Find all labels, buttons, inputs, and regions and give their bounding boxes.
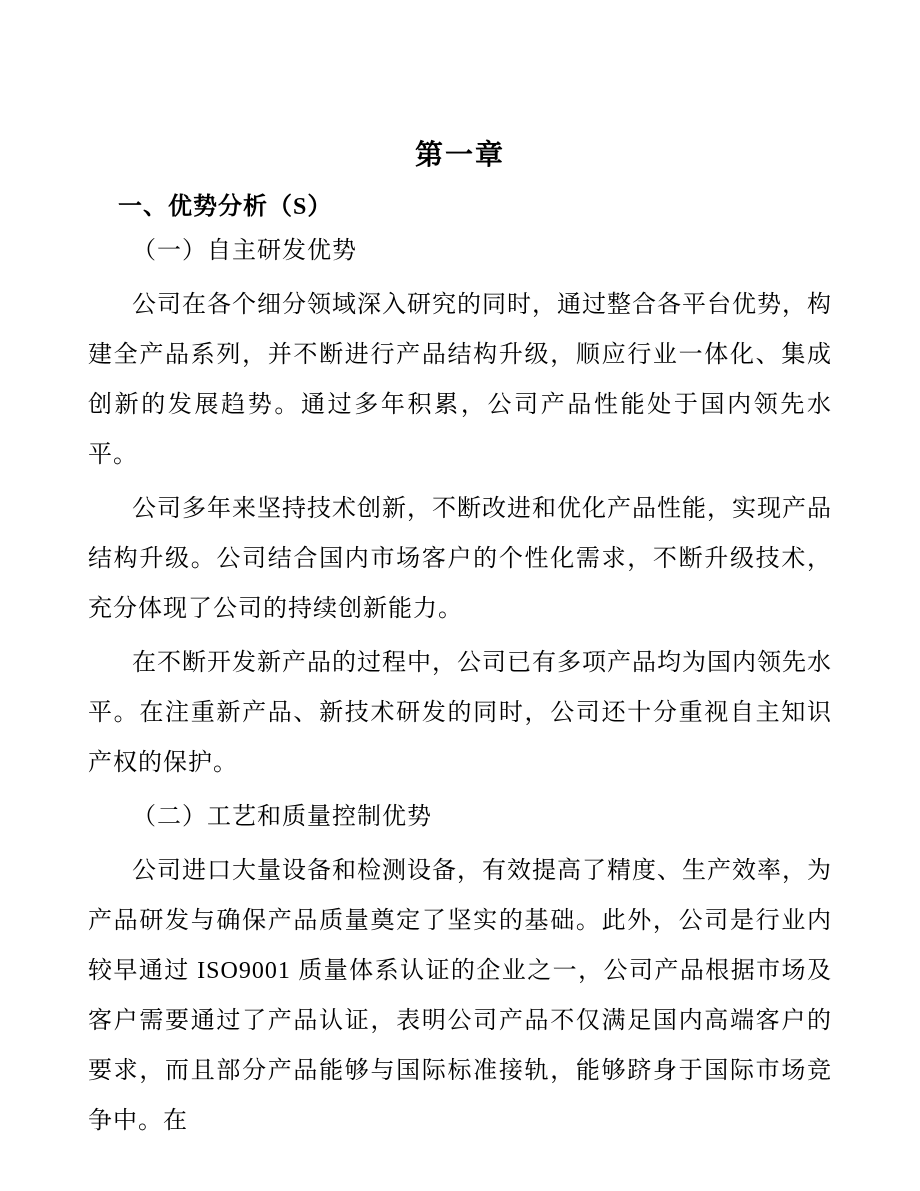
paragraph: 公司进口大量设备和检测设备，有效提高了精度、生产效率，为产品研发与确保产品质量奠定了坚实的基础。此外，公司是行业内较早通过 ISO9001 质量体系认证的企业之一，公司产品根据市场及客户需要通过了产品认证，表明公司产品不仅满足国内高端客户的要求，而且部分产品能够与国际标准接轨，能够跻身于国际市场竞争中。在 [88,858,832,1134]
subsection-1-heading: （一）自主研发优势 [132,238,357,264]
paragraph: 在不断开发新产品的过程中，公司已有多项产品均为国内领先水平。在注重新产品、新技术研发的同时，公司还十分重视自主知识产权的保护。 [88,650,832,776]
subsection-2-heading: （二）工艺和质量控制优势 [132,804,432,830]
paragraph: 公司在各个细分领域深入研究的同时，通过整合各平台优势，构建全产品系列，并不断进行产品结构升级，顺应行业一体化、集成创新的发展趋势。通过多年积累，公司产品性能处于国内领先水平。 [88,292,832,468]
chapter-title: 第一章 [414,140,505,171]
paragraph: 公司多年来坚持技术创新，不断改进和优化产品性能，实现产品结构升级。公司结合国内市场客户的个性化需求，不断升级技术，充分体现了公司的持续创新能力。 [88,496,832,622]
section-heading: 一、优势分析（S） [118,194,333,220]
